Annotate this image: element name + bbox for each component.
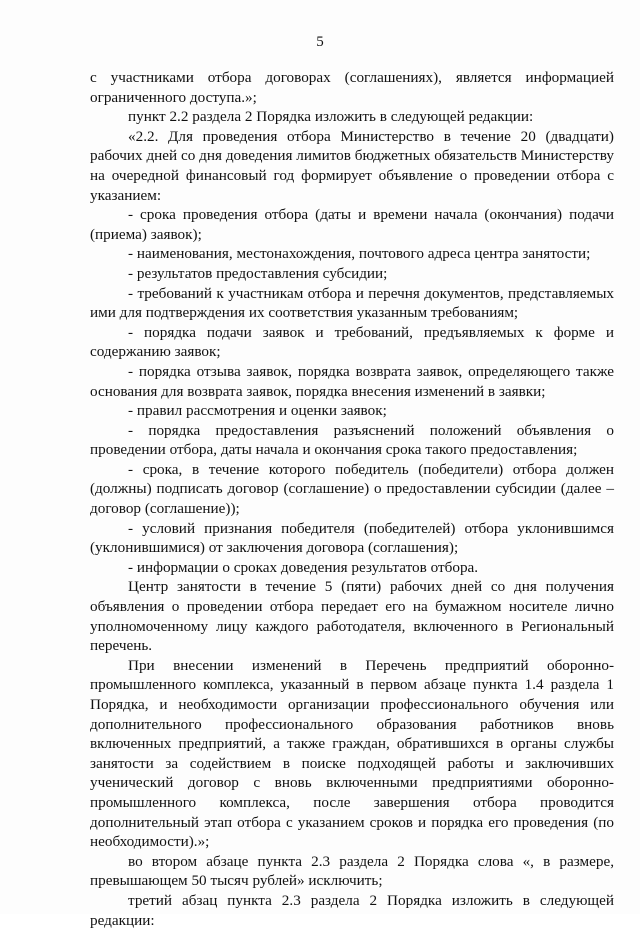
list-item-deadline: - срока проведения отбора (даты и времени начала (окончания) подачи (приема) заявок); <box>90 206 614 243</box>
page-number: 5 <box>316 34 324 50</box>
paragraph-amendment-2-2: пункт 2.2 раздела 2 Порядка изложить в следующей редакции: <box>128 108 534 126</box>
paragraph-continuation: с участниками отбора договорах (соглашениях), является информацией ограниченного доступа.»; <box>90 69 614 106</box>
list-item-clarifications: - порядка предоставления разъяснений положений объявления о проведении отбора, даты начала и окончания срока такого предоставления; <box>90 421 614 459</box>
paragraph-list-changes: При внесении изменений в Перечень предприятий оборонно-промышленного комплекса, указанный в первом абзаце пункта 1.4 раздела 1 Порядка, и необходимости организации профессионального обучения или дополнительного профессионального образования работников вновь включенных предприятий, а также граждан, обратившихся в органы службы занятости за содействием в поиске подходящей работы и заключивших ученический договор с вновь включенными предприятиями оборонно-промышленного комплекса, после завершения отбора проводится дополнительный этап отбора с указанием сроков и порядка его проведения (по необходимости).»; <box>90 656 614 851</box>
paragraph-employment-center: Центр занятости в течение 5 (пяти) рабочих дней со дня получения объявления о проведении отбора передает его на бумажном носителе лично уполномоченному лицу каждого работодателя, включенного в Региональный перечень. <box>90 578 614 655</box>
list-item-address: - наименования, местонахождения, почтового адреса центра занятости; <box>128 245 591 263</box>
list-item-evaluation: - правил рассмотрения и оценки заявок; <box>128 402 387 420</box>
list-item-results: - результатов предоставления субсидии; <box>128 264 388 282</box>
paragraph-amendment-2-3-third: третий абзац пункта 2.3 раздела 2 Порядка изложить в следующей редакции: <box>90 891 614 929</box>
list-item-results-timing: - информации о сроках доведения результатов отбора. <box>128 558 479 576</box>
list-item-requirements: - требований к участникам отбора и перечня документов, представляемых ими для подтверждения их соответствия указанным требованиям; <box>90 284 614 322</box>
list-item-withdrawal: - порядка отзыва заявок, порядка возврата заявок, определяющего также основания для возврата заявок, порядка внесения изменений в заявки; <box>90 362 614 400</box>
list-item-evasion: - условий признания победителя (победителей) отбора уклонившимся (уклонившимися) от заключения договора (соглашения); <box>90 519 614 557</box>
list-item-submission: - порядка подачи заявок и требований, предъявляемых к форме и содержанию заявок; <box>90 323 614 361</box>
document-body <box>90 68 614 930</box>
paragraph-clause-2-2: «2.2. Для проведения отбора Министерство в течение 20 (двадцати) рабочих дней со дня доведения лимитов бюджетных обязательств Министерству на очередной финансовый год формирует объявление о проведении отбора с указанием: <box>90 127 614 204</box>
list-item-signing-term: - срока, в течение которого победитель (победители) отбора должен (должны) подписать договор (соглашение) о предоставлении субсидии (далее – договор (соглашение)); <box>90 460 614 518</box>
paragraph-amendment-2-3-second: во втором абзаце пункта 2.3 раздела 2 Порядка слова «, в размере, превышающем 50 тысяч рублей» исключить; <box>90 852 614 890</box>
